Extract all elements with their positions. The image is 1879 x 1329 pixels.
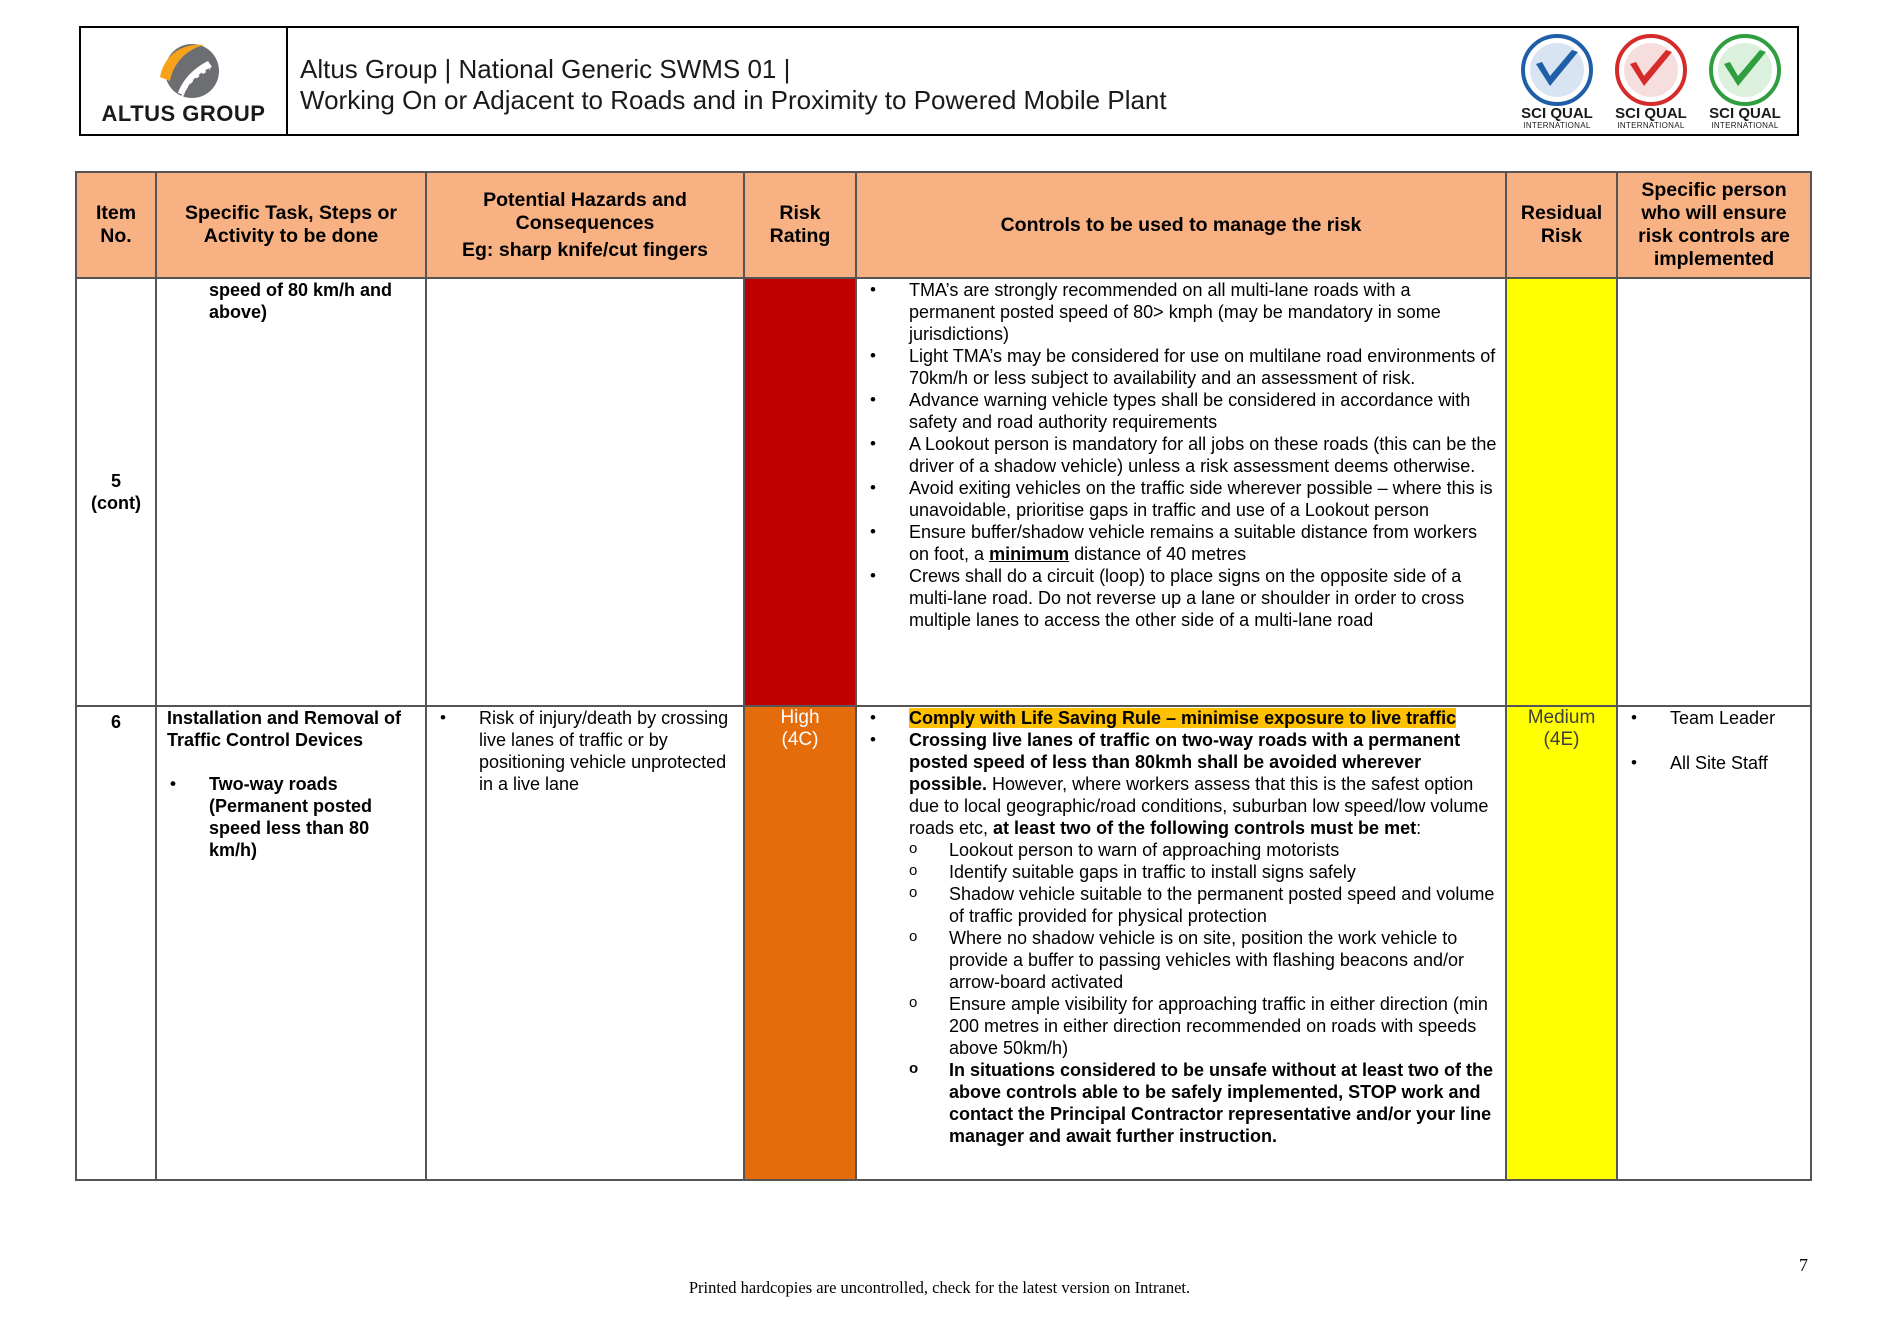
cert-sub: INTERNATIONAL xyxy=(1711,121,1779,130)
control-item: • TMA’s are strongly recommended on all multi-lane roads with a permanent posted speed of 80> kmph (may be mandatory in some jurisdictions) xyxy=(861,279,1501,345)
control-sub-item: o Ensure ample visibility for approaching traffic in either direction (min 200 metres in either direction recommended on roads with speeds above 50km/h) xyxy=(861,993,1501,1059)
cert-sub: INTERNATIONAL xyxy=(1523,121,1591,130)
title-line-1: Altus Group | National Generic SWMS 01 | xyxy=(300,54,791,84)
control-item: • Advance warning vehicle types shall be considered in accordance with safety and road authority requirements xyxy=(861,389,1501,433)
hazard-item: • Risk of injury/death by crossing live lanes of traffic or by positioning vehicle unprotected in a live lane xyxy=(431,707,739,795)
life-saving-rule-highlight: Comply with Life Saving Rule – minimise exposure to live traffic xyxy=(909,708,1457,728)
item-number-value: 5 xyxy=(110,471,121,491)
controls-cell xyxy=(856,706,1506,1180)
responsible-person-list xyxy=(1622,707,1806,774)
table-row-5 xyxy=(76,278,1811,706)
responsible-person: • All Site Staff xyxy=(1622,752,1806,774)
responsible-person-cell xyxy=(1617,278,1811,706)
header-controls: Controls to be used to manage the risk xyxy=(856,172,1506,278)
control-text: However, where workers assess that this is the safest option due to local geographic/road conditions, suburban low speed/low volume roads etc, xyxy=(909,774,1489,838)
control-sub-item: o Where no shadow vehicle is on site, position the work vehicle to provide a buffer to passing vehicles with flashing beacons and/or arrow-board activated xyxy=(861,927,1501,993)
header-hazards xyxy=(426,172,744,278)
header-item-no: Item No. xyxy=(76,172,156,278)
footer-note: Printed hardcopies are uncontrolled, check for the latest version on Intranet. xyxy=(688,1278,1191,1297)
responsible-person: • Team Leader xyxy=(1622,707,1806,729)
risk-rating-label: High xyxy=(780,707,820,728)
cert-sub: INTERNATIONAL xyxy=(1617,121,1685,130)
cert-name: SCI QUAL xyxy=(1709,105,1781,122)
item-number xyxy=(76,706,156,1180)
task-text: speed of 80 km/h and above) xyxy=(209,280,393,322)
task-cell xyxy=(156,706,426,1180)
control-text: Ensure buffer/shadow vehicle remains a suitable distance from workers on foot, a xyxy=(909,522,1477,564)
cert-name: SCI QUAL xyxy=(1521,105,1593,122)
altus-logo-icon xyxy=(152,37,222,101)
swms-table xyxy=(75,171,1812,1181)
company-logo xyxy=(81,28,288,134)
header-responsible-person: Specific person who will ensure risk controls are implemented xyxy=(1617,172,1811,278)
task-sub-item: • Two-way roads (Permanent posted speed less than 80 km/h) xyxy=(161,773,421,861)
control-sub-item: o In situations considered to be unsafe without at least two of the above controls able to be safely implemented, STOP work and contact the Principal Contractor representative and/or your line manager and await further instruction. xyxy=(861,1059,1501,1147)
hazard-list xyxy=(431,707,739,795)
responsible-person-cell xyxy=(1617,706,1811,1180)
table-header-row xyxy=(76,172,1811,278)
hazard-cell xyxy=(426,706,744,1180)
control-emphasis: Crossing live lanes of traffic on two-way roads with a permanent posted speed of less than 80kmh shall be avoided wherever possible. xyxy=(909,730,1461,794)
cert-red-icon xyxy=(1608,34,1694,106)
cert-badge-green xyxy=(1701,34,1789,134)
control-item: • Crews shall do a circuit (loop) to place signs on the opposite side of a multi-lane road. Do not reverse up a lane or shoulder in order to cross multiple lanes to access the other side of a multi-lane road xyxy=(861,565,1501,631)
controls-cell xyxy=(856,278,1506,706)
controls-list xyxy=(861,707,1501,839)
company-name: ALTUS GROUP xyxy=(101,101,266,126)
cert-blue-icon xyxy=(1514,34,1600,106)
task-cell xyxy=(156,278,426,706)
item-number-sub: (cont) xyxy=(91,493,141,513)
header-task: Specific Task, Steps or Activity to be done xyxy=(156,172,426,278)
controls-list xyxy=(861,279,1501,631)
cert-badge-red xyxy=(1607,34,1695,134)
title-line-2: Working On or Adjacent to Roads and in Proximity to Powered Mobile Plant xyxy=(300,85,1167,115)
item-number xyxy=(76,278,156,706)
control-sub-item: o Identify suitable gaps in traffic to install signs safely xyxy=(861,861,1501,883)
header-hazards-title: Potential Hazards and Consequences xyxy=(483,188,687,234)
task-sub-list xyxy=(161,773,421,861)
control-sub-item: o Shadow vehicle suitable to the permanent posted speed and volume of traffic provided for physical protection xyxy=(861,883,1501,927)
cert-name: SCI QUAL xyxy=(1615,105,1687,122)
control-emphasis: at least two of the following controls must be met xyxy=(993,818,1417,838)
header-risk-rating: Risk Rating xyxy=(744,172,856,278)
certification-badges xyxy=(1513,28,1797,134)
risk-rating-cell xyxy=(744,706,856,1180)
document-header xyxy=(79,26,1799,136)
residual-risk-label: Medium xyxy=(1527,707,1596,728)
header-residual-risk: Residual Risk xyxy=(1506,172,1617,278)
task-title: Installation and Removal of Traffic Control Devices xyxy=(167,708,402,750)
table-row-6 xyxy=(76,706,1811,1180)
control-item: • Light TMA’s may be considered for use on multilane road environments of 70km/h or less subject to availability and an assessment of risk. xyxy=(861,345,1501,389)
control-item xyxy=(861,707,1501,729)
control-text: distance of 40 metres xyxy=(1069,544,1247,564)
document-title xyxy=(288,28,1513,134)
cert-badge-blue xyxy=(1513,34,1601,134)
control-emphasis: minimum xyxy=(989,544,1070,564)
control-item: • A Lookout person is mandatory for all jobs on these roads (this can be the driver of a shadow vehicle) unless a risk assessment deems otherwise. xyxy=(861,433,1501,477)
residual-risk-code: (4E) xyxy=(1543,729,1580,750)
control-sub-item: o Lookout person to warn of approaching motorists xyxy=(861,839,1501,861)
page-number: 7 xyxy=(1799,1255,1808,1275)
cert-green-icon xyxy=(1702,34,1788,106)
control-item: • Avoid exiting vehicles on the traffic side wherever possible – where this is unavoidable, prioritise gaps in traffic and use of a Lookout person xyxy=(861,477,1501,521)
control-item xyxy=(861,729,1501,839)
control-text: : xyxy=(1416,818,1422,838)
residual-risk-cell xyxy=(1506,278,1617,706)
hazard-cell xyxy=(426,278,744,706)
risk-rating-code: (4C) xyxy=(781,729,819,750)
control-item xyxy=(861,521,1501,565)
risk-rating-cell xyxy=(744,278,856,706)
controls-sub-list xyxy=(861,839,1501,1147)
item-number-value: 6 xyxy=(110,712,121,732)
residual-risk-cell xyxy=(1506,706,1617,1180)
header-hazards-example: Eg: sharp knife/cut fingers xyxy=(462,238,708,261)
